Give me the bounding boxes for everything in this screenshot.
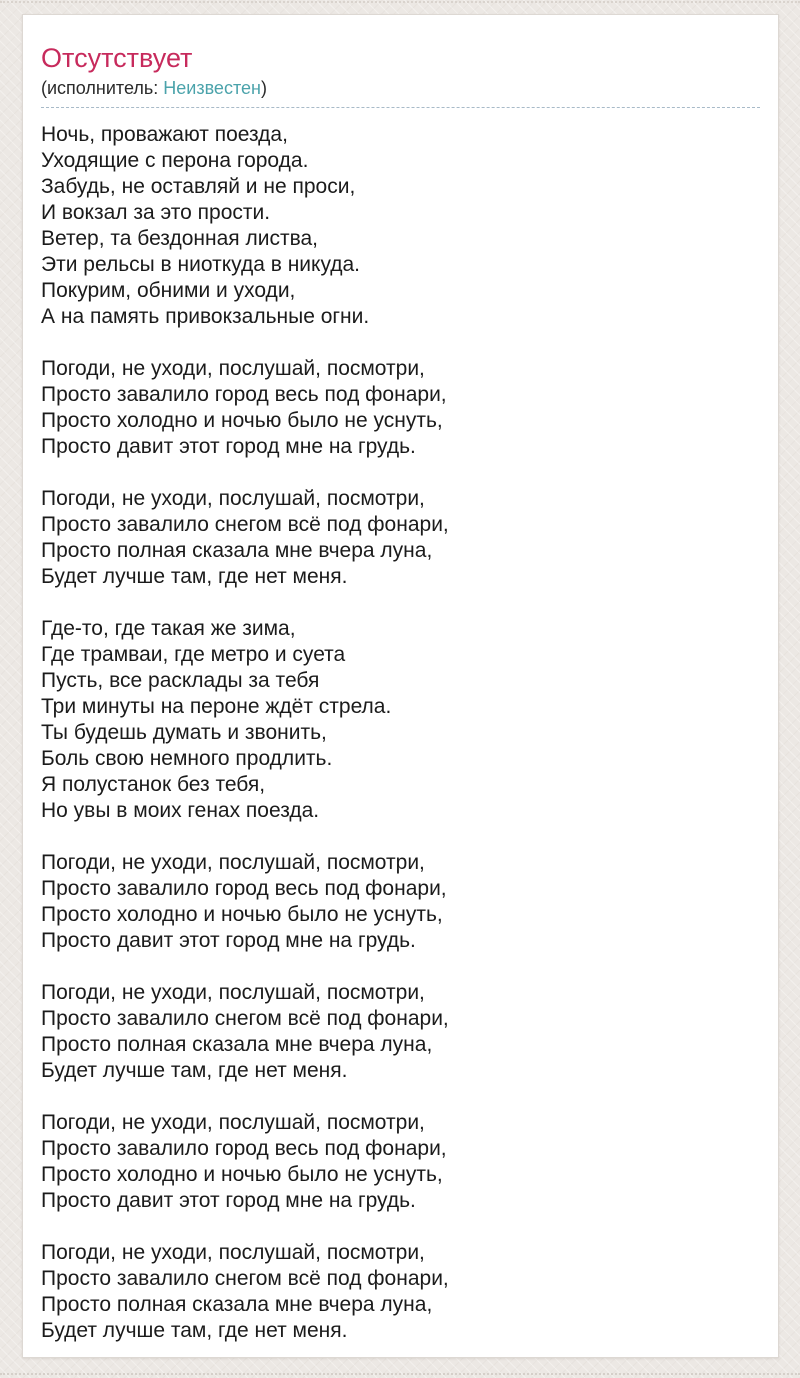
page-top-dotted-border — [0, 1, 800, 3]
artist-label-suffix: ) — [260, 78, 267, 98]
lyrics — [41, 122, 760, 1344]
lyric-line: Боль свою немного продлить. — [41, 747, 333, 770]
lyric-line: Три минуты на пероне ждёт стрела. — [41, 695, 392, 718]
lyric-line: Просто завалило город весь под фонари, — [41, 383, 447, 406]
lyric-line: Просто завалило снегом всё под фонари, — [41, 513, 449, 536]
artist-line — [41, 77, 760, 99]
lyric-line: Будет лучше там, где нет меня. — [41, 1319, 348, 1342]
lyric-line: Погоди, не уходи, послушай, посмотри, — [41, 1111, 425, 1134]
song-title: Отсутствует — [41, 43, 193, 73]
stanza — [41, 980, 760, 1084]
lyric-line: А на память привокзальные огни. — [41, 305, 370, 328]
lyric-line: Где-то, где такая же зима, — [41, 617, 296, 640]
lyric-line: Покурим, обними и уходи, — [41, 279, 296, 302]
song-header — [41, 43, 760, 108]
page-bottom-dotted-border — [0, 1373, 800, 1375]
lyric-line: Будет лучше там, где нет меня. — [41, 565, 348, 588]
lyric-line: Просто холодно и ночью было не уснуть, — [41, 409, 443, 432]
stanza — [41, 122, 760, 330]
lyric-line: Просто завалило снегом всё под фонари, — [41, 1007, 449, 1030]
lyrics-card — [22, 14, 779, 1358]
lyric-line: Но увы в моих генах поезда. — [41, 799, 320, 822]
lyric-line: Просто холодно и ночью было не уснуть, — [41, 1163, 443, 1186]
stanza — [41, 486, 760, 590]
stanza — [41, 616, 760, 824]
lyric-line: Просто завалило снегом всё под фонари, — [41, 1267, 449, 1290]
lyric-line: Уходящие с перона города. — [41, 149, 309, 172]
lyric-line: Просто полная сказала мне вчера луна, — [41, 1293, 433, 1316]
lyric-line: Просто давит этот город мне на грудь. — [41, 1189, 416, 1212]
lyric-line: Погоди, не уходи, послушай, посмотри, — [41, 981, 425, 1004]
stanza — [41, 1110, 760, 1214]
lyric-line: Погоди, не уходи, послушай, посмотри, — [41, 1241, 425, 1264]
lyric-line: Ты будешь думать и звонить, — [41, 721, 327, 744]
artist-link[interactable]: Неизвестен — [163, 78, 261, 98]
lyric-line: Просто завалило город весь под фонари, — [41, 1137, 447, 1160]
lyric-line: Просто завалило город весь под фонари, — [41, 877, 447, 900]
lyric-line: Я полустанок без тебя, — [41, 773, 266, 796]
lyric-line: Погоди, не уходи, послушай, посмотри, — [41, 357, 425, 380]
lyric-line: Эти рельсы в ниоткуда в никуда. — [41, 253, 361, 276]
lyric-line: Просто холодно и ночью было не уснуть, — [41, 903, 443, 926]
lyric-line: Ветер, та бездонная листва, — [41, 227, 319, 250]
lyric-line: Ночь, проважают поезда, — [41, 123, 288, 146]
lyric-line: Будет лучше там, где нет меня. — [41, 1059, 348, 1082]
stanza — [41, 850, 760, 954]
artist-label-prefix: (исполнитель: — [41, 78, 164, 98]
lyric-line: Погоди, не уходи, послушай, посмотри, — [41, 851, 425, 874]
stanza — [41, 356, 760, 460]
lyric-line: Погоди, не уходи, послушай, посмотри, — [41, 487, 425, 510]
lyric-line: Просто полная сказала мне вчера луна, — [41, 539, 433, 562]
lyric-line: Где трамваи, где метро и суета — [41, 643, 346, 666]
lyric-line: Просто полная сказала мне вчера луна, — [41, 1033, 433, 1056]
lyric-line: Просто давит этот город мне на грудь. — [41, 435, 416, 458]
lyric-line: Забудь, не оставляй и не проси, — [41, 175, 356, 198]
lyric-line: Просто давит этот город мне на грудь. — [41, 929, 416, 952]
stanza — [41, 1240, 760, 1344]
lyric-line: И вокзал за это прости. — [41, 201, 271, 224]
lyric-line: Пусть, все расклады за тебя — [41, 669, 320, 692]
